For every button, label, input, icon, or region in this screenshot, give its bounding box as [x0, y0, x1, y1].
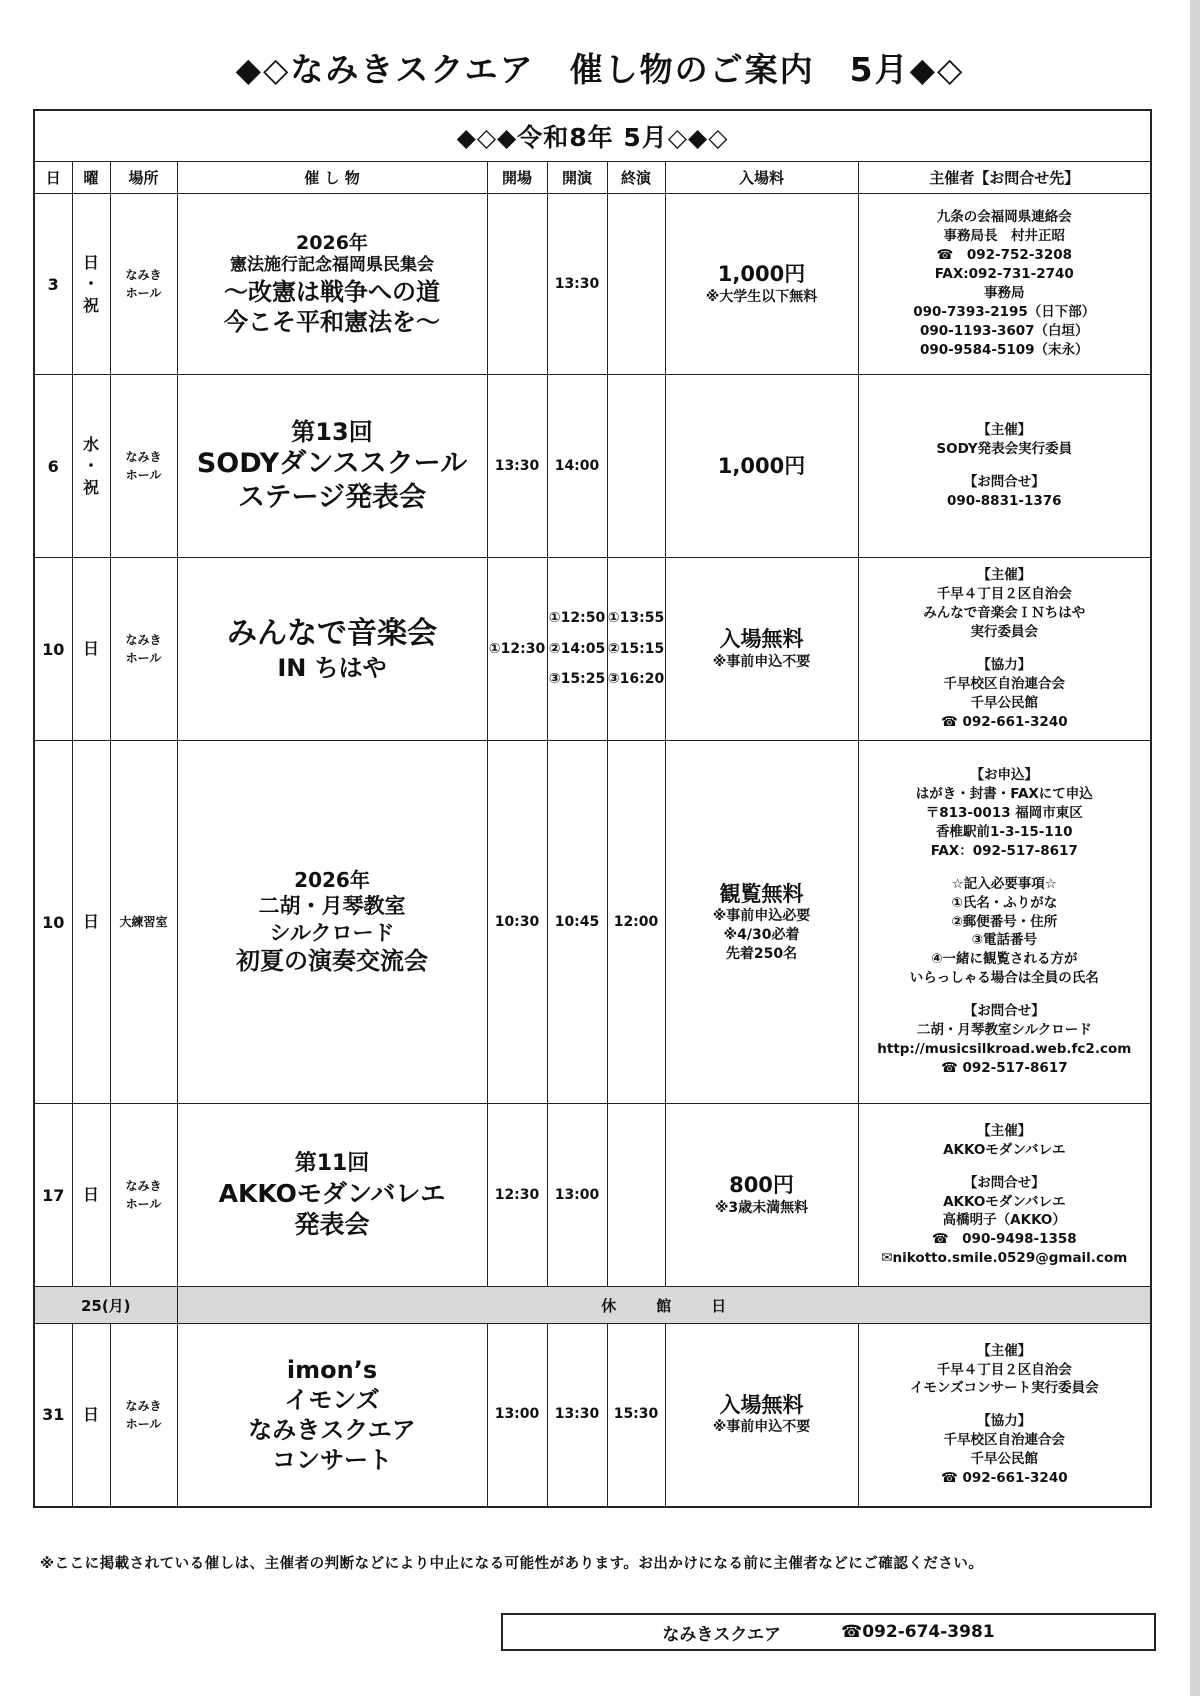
place-line: ホール — [125, 1416, 162, 1431]
event-end-time — [607, 1324, 665, 1507]
header-start: 開演 — [547, 162, 607, 194]
dow-line: 日 — [82, 252, 99, 272]
organizer-line — [859, 1160, 1151, 1174]
event-title — [177, 558, 487, 741]
organizer-line: 千早校区自治連合会 — [943, 675, 1066, 692]
event-organizer — [858, 1324, 1151, 1507]
event-title-line: みんなで音楽会 — [227, 616, 437, 652]
organizer-line: ☎ 090-9498-1358 — [931, 1231, 1077, 1248]
place-line: なみき — [125, 450, 162, 464]
event-day: 3 — [34, 194, 72, 375]
time-line: 14:00 — [554, 457, 600, 474]
event-day: 10 — [34, 741, 72, 1104]
place-line: ホール — [125, 468, 162, 482]
organizer-line: 【お問合せ】 — [963, 1003, 1045, 1020]
header-open: 開場 — [487, 162, 547, 194]
organizer-line: 事務局 — [984, 285, 1025, 301]
dow-line: 日 — [82, 912, 99, 932]
event-place — [110, 1104, 177, 1287]
time-line: 12:30 — [494, 1186, 540, 1203]
event-open-time — [487, 1324, 547, 1507]
organizer-line: ✉nikotto.smile.0529@gmail.com — [881, 1250, 1128, 1267]
event-title — [177, 1104, 487, 1287]
header-organizer: 主催者【お問合せ先】 — [858, 162, 1151, 194]
organizer-line: FAX：092-517-8617 — [930, 842, 1078, 859]
place-line: ホール — [125, 651, 162, 665]
fee-main: 1,000円 — [717, 453, 806, 478]
organizer-line — [859, 861, 1151, 875]
organizer-line: AKKOモダンバレエ — [943, 1141, 1066, 1158]
organizer-line: 実行委員会 — [970, 624, 1039, 641]
event-row — [34, 558, 1151, 741]
event-title-line: imon’s — [286, 1355, 378, 1384]
event-title-line: SODYダンススクール — [196, 448, 468, 480]
event-title-line: シルクロード — [269, 920, 395, 945]
organizer-line: 千早４丁目２区自治会 — [936, 586, 1072, 603]
event-title — [177, 375, 487, 558]
event-organizer — [858, 741, 1151, 1104]
event-dow — [72, 558, 110, 741]
scan-edge — [1190, 0, 1200, 1696]
event-dow — [72, 1104, 110, 1287]
time-line: 13:30 — [554, 1406, 600, 1423]
event-start-time — [547, 1324, 607, 1507]
event-title-line: AKKOモダンバレエ — [218, 1178, 446, 1208]
event-row — [34, 375, 1151, 558]
header-event: 催 し 物 — [177, 162, 487, 194]
organizer-line: 千早公民館 — [970, 694, 1039, 711]
organizer-line: 香椎駅前1-3-15-110 — [936, 823, 1073, 840]
organizer-line: 090-7393-2195（日下部） — [913, 303, 1096, 320]
event-title-line: 第11回 — [294, 1151, 370, 1176]
organizer-line: はがき・封書・FAXにて申込 — [915, 786, 1093, 803]
event-place — [110, 375, 177, 558]
event-title-line: 発表会 — [294, 1209, 370, 1239]
organizer-line: 【主催】 — [977, 422, 1032, 439]
dow-line: 日 — [82, 1185, 99, 1205]
event-dow — [72, 1324, 110, 1507]
event-start-time — [547, 375, 607, 558]
organizer-line: 090-1193-3607（白垣） — [920, 322, 1089, 339]
time-line: 10:45 — [554, 913, 600, 930]
organizer-line: ②郵便番号・住所 — [951, 913, 1058, 930]
closed-day-row — [34, 1287, 1151, 1324]
header-fee: 入場料 — [665, 162, 858, 194]
event-end-time — [607, 1104, 665, 1287]
closed-label-text: 休館日 — [601, 1296, 767, 1315]
organizer-line: 【お問合せ】 — [963, 474, 1045, 490]
event-title-line: イモンズ — [284, 1385, 380, 1414]
time-line: ②14:05 — [548, 640, 606, 657]
event-fee — [665, 194, 858, 375]
organizer-line: SODY発表会実行委員 — [936, 441, 1073, 458]
events-table — [33, 109, 1152, 1508]
organizer-line: 千早公民館 — [970, 1451, 1039, 1468]
event-day: 6 — [34, 375, 72, 558]
fee-note: ※4/30必着 — [723, 926, 800, 943]
organizer-line: ☎ 092-661-3240 — [940, 1469, 1068, 1486]
fee-main: 1,000円 — [717, 262, 806, 287]
organizer-line: ☎ 092-517-8617 — [940, 1059, 1068, 1076]
event-end-time — [607, 741, 665, 1104]
page-title: ◆◇なみきスクエア 催し物のご案内 5月◆◇ — [235, 50, 965, 89]
organizer-line: 高橋明子（AKKO） — [942, 1212, 1066, 1229]
organizer-line: 090-8831-1376 — [947, 492, 1062, 509]
time-line: ①12:30 — [488, 640, 546, 657]
fee-main: 800円 — [729, 1173, 794, 1198]
fee-main: 入場無料 — [719, 1393, 804, 1418]
time-line: 13:30 — [554, 275, 600, 292]
event-title-line: ～改憲は戦争への道 — [224, 277, 440, 306]
fee-note: ※事前申込不要 — [712, 1419, 811, 1436]
fee-note: ※事前申込不要 — [712, 653, 811, 670]
dow-line: 祝 — [82, 295, 99, 315]
event-open-time — [487, 741, 547, 1104]
place-line: ホール — [125, 286, 162, 300]
time-line: ①12:50 — [548, 609, 606, 626]
event-start-time — [547, 558, 607, 741]
organizer-line: 〒813-0013 福岡市東区 — [925, 805, 1083, 822]
organizer-line: いらっしゃる場合は全員の氏名 — [909, 970, 1099, 987]
year-row — [34, 110, 1151, 162]
event-dow — [72, 194, 110, 375]
dow-line: ・ — [82, 456, 99, 476]
fee-main: 入場無料 — [719, 627, 804, 652]
header-place: 場所 — [110, 162, 177, 194]
place-line: なみき — [125, 1179, 162, 1193]
header-day: 日 — [34, 162, 72, 194]
event-title-line: ステージ発表会 — [238, 482, 426, 513]
organizer-line: 【主催】 — [977, 1342, 1032, 1359]
event-title-line: 二胡・月琴教室 — [258, 894, 406, 919]
fee-note: ※事前申込必要 — [712, 907, 811, 924]
event-place — [110, 194, 177, 375]
organizer-line: 事務局長 村井正昭 — [943, 228, 1066, 245]
place-line: なみき — [125, 1398, 162, 1413]
closed-label — [177, 1287, 1151, 1324]
time-line: ②15:15 — [607, 640, 665, 657]
event-row — [34, 1324, 1151, 1507]
organizer-line — [859, 988, 1151, 1002]
event-title-line: コンサート — [272, 1445, 392, 1474]
organizer-line: ④一緒に観覧される方が — [931, 951, 1078, 968]
organizer-line: 【協力】 — [977, 657, 1032, 673]
footer-phone: ☎092-674-3981 — [841, 1622, 995, 1642]
event-title-line: 今こそ平和憲法を～ — [224, 307, 440, 336]
event-organizer — [858, 375, 1151, 558]
organizer-line: 【主催】 — [977, 1122, 1032, 1139]
event-title-line: 憲法施行記念福岡県民集会 — [230, 255, 434, 276]
header-dow: 曜 — [72, 162, 110, 194]
event-title-line: 2026年 — [296, 231, 368, 254]
organizer-line — [859, 1398, 1151, 1412]
dow-line: 祝 — [82, 477, 99, 497]
fee-main: 観覧無料 — [719, 881, 804, 906]
place-line: ホール — [125, 1197, 162, 1211]
organizer-line: 090-9584-5109（末永） — [920, 341, 1089, 358]
event-title-line: なみきスクエア — [248, 1415, 416, 1444]
place-line: 大練習室 — [119, 915, 168, 929]
event-open-time — [487, 194, 547, 375]
event-row — [34, 741, 1151, 1104]
event-dow — [72, 741, 110, 1104]
place-line: なみき — [125, 633, 162, 647]
closed-date: 25(月) — [34, 1287, 177, 1324]
time-line: ③15:25 — [548, 671, 606, 688]
time-line: ①13:55 — [607, 609, 665, 626]
event-title — [177, 194, 487, 375]
event-title-line: IN ちはや — [277, 653, 387, 682]
event-fee — [665, 741, 858, 1104]
dow-line: ・ — [82, 274, 99, 294]
time-line: 10:30 — [494, 913, 540, 930]
organizer-line: 九条の会福岡県連絡会 — [936, 209, 1072, 226]
organizer-line: ☎ 092-661-3240 — [940, 713, 1068, 730]
organizer-line: ①氏名・ふりがな — [951, 894, 1058, 911]
organizer-line: 千早４丁目２区自治会 — [936, 1361, 1072, 1378]
event-start-time — [547, 194, 607, 375]
organizer-line: FAX:092-731-2740 — [934, 266, 1074, 283]
event-row — [34, 1104, 1151, 1287]
organizer-line: AKKOモダンバレエ — [943, 1193, 1066, 1210]
event-open-time — [487, 558, 547, 741]
organizer-line: みんなで音楽会ＩＮちはや — [923, 605, 1086, 622]
organizer-line: 千早校区自治連合会 — [943, 1432, 1066, 1449]
event-open-time — [487, 1104, 547, 1287]
time-line: 13:00 — [494, 1406, 540, 1423]
organizer-line: 【お問合せ】 — [963, 1174, 1045, 1191]
event-fee — [665, 558, 858, 741]
organizer-line — [859, 642, 1151, 656]
event-title-line: 第13回 — [291, 418, 373, 447]
organizer-line: ☎ 092-752-3208 — [936, 247, 1073, 264]
organizer-line: イモンズコンサート実行委員会 — [909, 1380, 1099, 1397]
event-start-time — [547, 741, 607, 1104]
event-day: 10 — [34, 558, 72, 741]
header-end: 終演 — [607, 162, 665, 194]
event-end-time — [607, 375, 665, 558]
event-place — [110, 558, 177, 741]
event-fee — [665, 1324, 858, 1507]
time-line: 13:00 — [554, 1186, 600, 1203]
time-line: 12:00 — [613, 913, 659, 930]
event-dow — [72, 375, 110, 558]
event-end-time — [607, 558, 665, 741]
event-end-time — [607, 194, 665, 375]
time-line: 15:30 — [613, 1406, 659, 1423]
event-title-line: 初夏の演奏交流会 — [236, 946, 428, 975]
time-line: ③16:20 — [607, 671, 665, 688]
event-title — [177, 1324, 487, 1507]
organizer-line: 【お申込】 — [970, 767, 1039, 784]
year-label: ◆◇◆令和8年 5月◇◆◇ — [34, 110, 1151, 162]
event-place — [110, 741, 177, 1104]
event-title-line: 2026年 — [294, 868, 370, 893]
organizer-line: 【主催】 — [977, 567, 1032, 584]
dow-line: 水 — [82, 434, 99, 454]
header-row — [34, 162, 1151, 194]
dow-line: 日 — [82, 639, 99, 659]
event-fee — [665, 1104, 858, 1287]
event-organizer — [858, 194, 1151, 375]
dow-line: 日 — [82, 1404, 99, 1424]
event-row — [34, 194, 1151, 375]
event-day: 17 — [34, 1104, 72, 1287]
event-start-time — [547, 1104, 607, 1287]
footer-name: なみきスクエア — [662, 1624, 782, 1645]
organizer-line: ☆記入必要事項☆ — [951, 875, 1057, 892]
event-fee — [665, 375, 858, 558]
event-organizer — [858, 1104, 1151, 1287]
event-place — [110, 1324, 177, 1507]
place-line: なみき — [125, 268, 162, 282]
organizer-line: ③電話番号 — [971, 932, 1037, 949]
organizer-line: 【協力】 — [977, 1413, 1032, 1430]
event-organizer — [858, 558, 1151, 741]
organizer-line — [859, 459, 1151, 473]
time-line: 13:30 — [494, 457, 540, 474]
event-open-time — [487, 375, 547, 558]
organizer-line: 二胡・月琴教室シルクロード — [916, 1022, 1092, 1038]
fee-note: ※大学生以下無料 — [705, 288, 818, 305]
footer-box — [501, 1613, 1156, 1651]
fee-note: 先着250名 — [725, 945, 798, 962]
fee-note: ※3歳未満無料 — [714, 1199, 809, 1216]
event-day: 31 — [34, 1324, 72, 1507]
notice-text: ※ここに掲載されている催しは、主催者の判断などにより中止になる可能性があります。お出かけになる前に主催者などにご確認ください。 — [40, 1556, 984, 1572]
organizer-line: http://musicsilkroad.web.fc2.com — [877, 1040, 1132, 1057]
event-title — [177, 741, 487, 1104]
